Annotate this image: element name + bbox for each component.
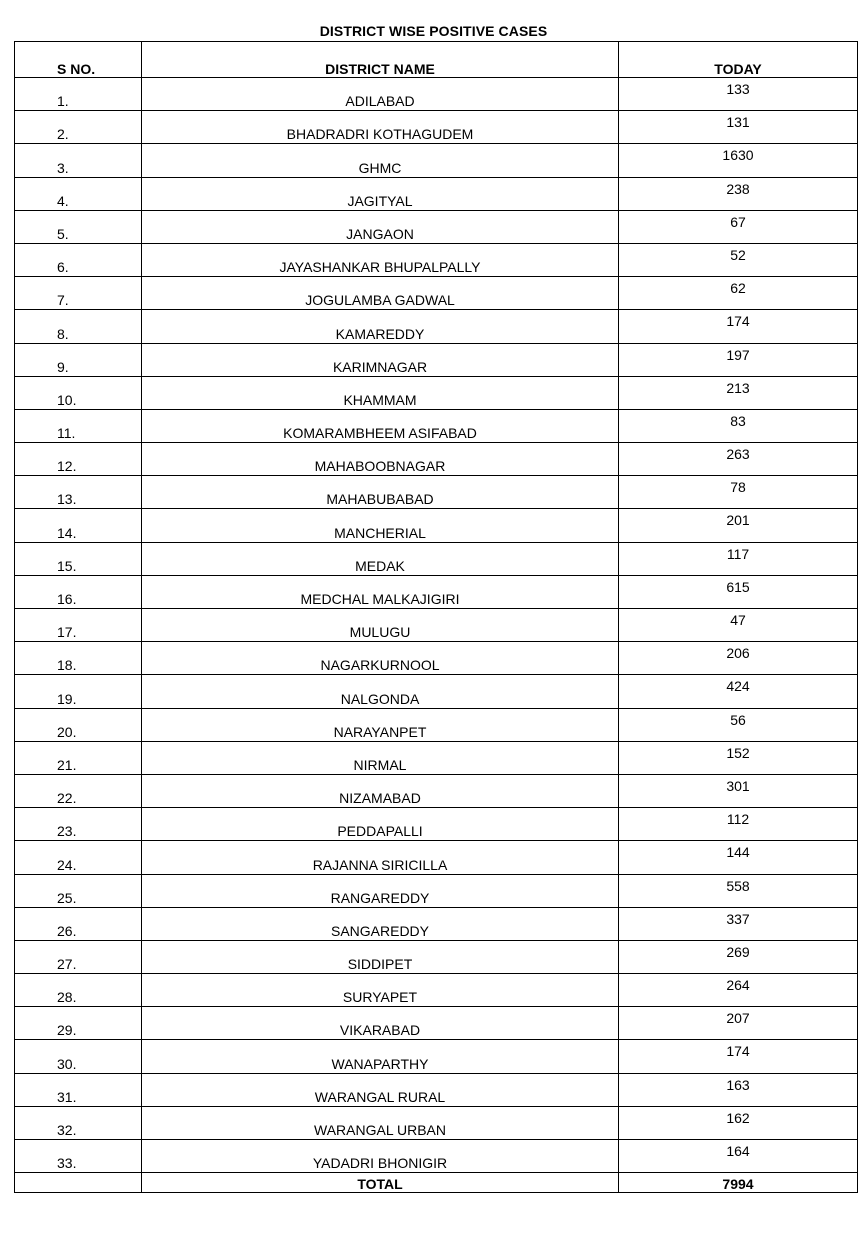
row-today-count: 197 — [619, 343, 858, 376]
row-district-name: GHMC — [142, 144, 619, 177]
table-row — [15, 575, 858, 608]
row-sno: 18. — [15, 642, 142, 675]
row-sno: 16. — [15, 575, 142, 608]
header-sno: S NO. — [15, 42, 142, 78]
row-district-name: MULUGU — [142, 609, 619, 642]
table-row — [15, 974, 858, 1007]
row-district-name: MANCHERIAL — [142, 509, 619, 542]
total-value: 7994 — [619, 1173, 858, 1193]
row-district-name: RAJANNA SIRICILLA — [142, 841, 619, 874]
row-sno: 13. — [15, 476, 142, 509]
row-today-count: 174 — [619, 1040, 858, 1073]
row-district-name: SANGAREDDY — [142, 907, 619, 940]
row-district-name: MEDAK — [142, 542, 619, 575]
table-row — [15, 111, 858, 144]
header-row — [15, 42, 858, 78]
row-sno: 21. — [15, 741, 142, 774]
row-sno: 29. — [15, 1007, 142, 1040]
row-district-name: MAHABUBABAD — [142, 476, 619, 509]
row-district-name: JOGULAMBA GADWAL — [142, 277, 619, 310]
row-today-count: 263 — [619, 443, 858, 476]
row-district-name: PEDDAPALLI — [142, 808, 619, 841]
row-today-count: 174 — [619, 310, 858, 343]
table-row — [15, 774, 858, 807]
row-today-count: 163 — [619, 1073, 858, 1106]
table-row — [15, 277, 858, 310]
table-footer — [15, 1173, 858, 1193]
row-today-count: 152 — [619, 741, 858, 774]
row-today-count: 52 — [619, 243, 858, 276]
row-district-name: NAGARKURNOOL — [142, 642, 619, 675]
row-sno: 6. — [15, 243, 142, 276]
row-today-count: 162 — [619, 1106, 858, 1139]
table-row — [15, 808, 858, 841]
row-today-count: 144 — [619, 841, 858, 874]
row-district-name: NIZAMABAD — [142, 774, 619, 807]
table-row — [15, 940, 858, 973]
row-today-count: 269 — [619, 940, 858, 973]
row-sno: 25. — [15, 874, 142, 907]
row-district-name: WARANGAL RURAL — [142, 1073, 619, 1106]
row-today-count: 558 — [619, 874, 858, 907]
row-sno: 22. — [15, 774, 142, 807]
table-row — [15, 1040, 858, 1073]
row-district-name: JAYASHANKAR BHUPALPALLY — [142, 243, 619, 276]
row-today-count: 615 — [619, 575, 858, 608]
table-row — [15, 907, 858, 940]
table-row — [15, 210, 858, 243]
document-title: DISTRICT WISE POSITIVE CASES — [319, 23, 548, 39]
row-district-name: NALGONDA — [142, 675, 619, 708]
table-row — [15, 708, 858, 741]
row-district-name: WANAPARTHY — [142, 1040, 619, 1073]
row-sno: 23. — [15, 808, 142, 841]
row-sno: 14. — [15, 509, 142, 542]
total-label: TOTAL — [142, 1173, 619, 1193]
row-district-name: MEDCHAL MALKAJIGIRI — [142, 575, 619, 608]
row-today-count: 201 — [619, 509, 858, 542]
table-header — [15, 42, 858, 78]
row-sno: 27. — [15, 940, 142, 973]
row-district-name: WARANGAL URBAN — [142, 1106, 619, 1139]
row-sno: 10. — [15, 376, 142, 409]
row-today-count: 207 — [619, 1007, 858, 1040]
row-district-name: SIDDIPET — [142, 940, 619, 973]
table-row — [15, 376, 858, 409]
row-sno: 28. — [15, 974, 142, 1007]
table-row — [15, 409, 858, 442]
row-sno: 26. — [15, 907, 142, 940]
row-sno: 1. — [15, 78, 142, 111]
header-district-name: DISTRICT NAME — [142, 42, 619, 78]
table-body — [15, 78, 858, 1173]
table-row — [15, 144, 858, 177]
header-today: TODAY — [619, 42, 858, 78]
row-sno: 17. — [15, 609, 142, 642]
table-row — [15, 609, 858, 642]
row-district-name: RANGAREDDY — [142, 874, 619, 907]
row-district-name: KHAMMAM — [142, 376, 619, 409]
table-row — [15, 343, 858, 376]
row-today-count: 238 — [619, 177, 858, 210]
table-row — [15, 1007, 858, 1040]
row-sno: 30. — [15, 1040, 142, 1073]
row-district-name: BHADRADRI KOTHAGUDEM — [142, 111, 619, 144]
row-district-name: NARAYANPET — [142, 708, 619, 741]
table-row — [15, 476, 858, 509]
row-district-name: VIKARABAD — [142, 1007, 619, 1040]
row-today-count: 112 — [619, 808, 858, 841]
row-district-name: ADILABAD — [142, 78, 619, 111]
row-district-name: KARIMNAGAR — [142, 343, 619, 376]
row-sno: 20. — [15, 708, 142, 741]
row-sno: 11. — [15, 409, 142, 442]
row-today-count: 264 — [619, 974, 858, 1007]
row-today-count: 424 — [619, 675, 858, 708]
table-row — [15, 675, 858, 708]
row-sno: 4. — [15, 177, 142, 210]
row-today-count: 117 — [619, 542, 858, 575]
row-district-name: NIRMAL — [142, 741, 619, 774]
row-sno: 3. — [15, 144, 142, 177]
row-district-name: JANGAON — [142, 210, 619, 243]
row-sno: 5. — [15, 210, 142, 243]
district-cases-table — [14, 41, 858, 1193]
table-row — [15, 443, 858, 476]
table-row — [15, 642, 858, 675]
row-today-count: 78 — [619, 476, 858, 509]
row-today-count: 131 — [619, 111, 858, 144]
total-row — [15, 1173, 858, 1193]
row-today-count: 56 — [619, 708, 858, 741]
row-sno: 12. — [15, 443, 142, 476]
table-row — [15, 841, 858, 874]
table-row — [15, 1073, 858, 1106]
table-row — [15, 243, 858, 276]
table-row — [15, 874, 858, 907]
table-row — [15, 542, 858, 575]
row-district-name: MAHABOOBNAGAR — [142, 443, 619, 476]
row-today-count: 164 — [619, 1140, 858, 1173]
table-row — [15, 741, 858, 774]
row-today-count: 47 — [619, 609, 858, 642]
row-sno: 24. — [15, 841, 142, 874]
row-sno: 19. — [15, 675, 142, 708]
row-sno: 32. — [15, 1106, 142, 1139]
table-row — [15, 310, 858, 343]
row-sno: 33. — [15, 1140, 142, 1173]
row-sno: 15. — [15, 542, 142, 575]
row-district-name: YADADRI BHONIGIR — [142, 1140, 619, 1173]
row-today-count: 83 — [619, 409, 858, 442]
row-today-count: 62 — [619, 277, 858, 310]
row-district-name: JAGITYAL — [142, 177, 619, 210]
table-row — [15, 1140, 858, 1173]
row-sno: 9. — [15, 343, 142, 376]
row-sno: 8. — [15, 310, 142, 343]
row-district-name: KAMAREDDY — [142, 310, 619, 343]
row-district-name: KOMARAMBHEEM ASIFABAD — [142, 409, 619, 442]
row-district-name: SURYAPET — [142, 974, 619, 1007]
row-sno: 7. — [15, 277, 142, 310]
table-row — [15, 177, 858, 210]
table-row — [15, 78, 858, 111]
row-today-count: 301 — [619, 774, 858, 807]
row-today-count: 206 — [619, 642, 858, 675]
row-today-count: 67 — [619, 210, 858, 243]
row-today-count: 337 — [619, 907, 858, 940]
table-row — [15, 1106, 858, 1139]
row-today-count: 213 — [619, 376, 858, 409]
total-empty-cell — [15, 1173, 142, 1193]
table-row — [15, 509, 858, 542]
row-sno: 31. — [15, 1073, 142, 1106]
row-today-count: 133 — [619, 78, 858, 111]
row-sno: 2. — [15, 111, 142, 144]
row-today-count: 1630 — [619, 144, 858, 177]
